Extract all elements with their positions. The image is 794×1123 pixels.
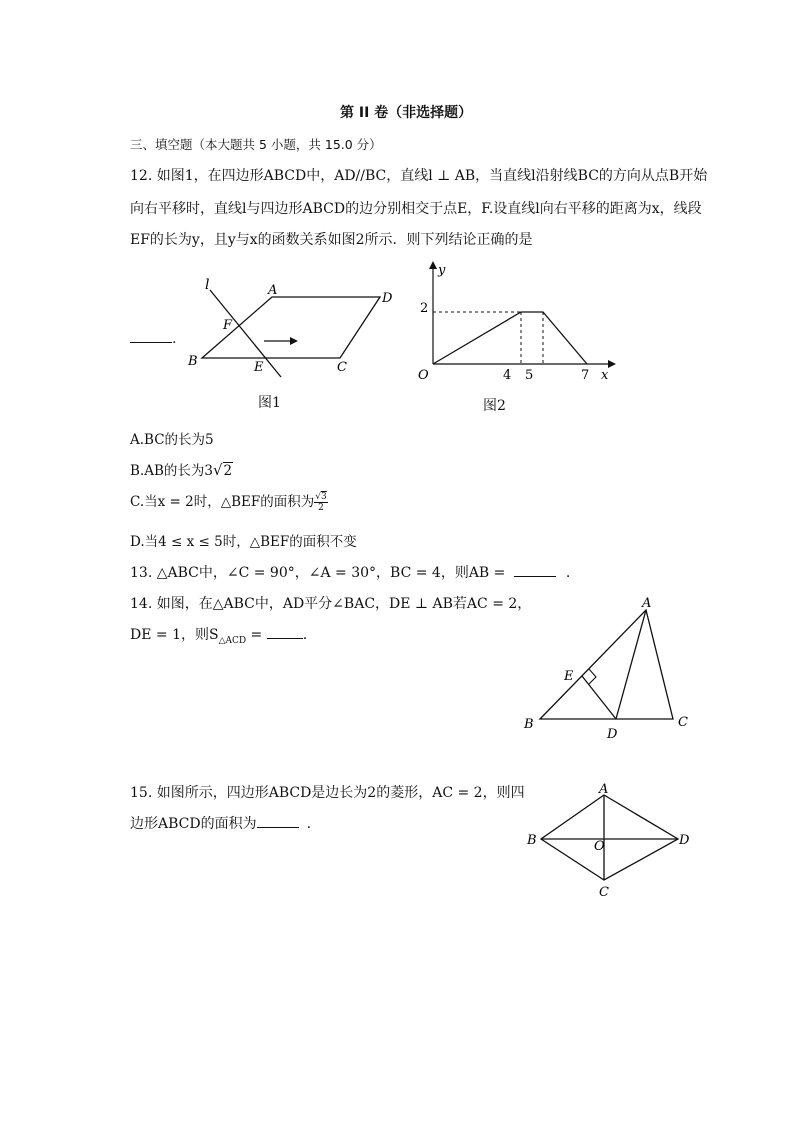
fraction-sqrt3-over-2: $\frac{√3}{2}$ <box>315 492 327 513</box>
label-d: D <box>679 833 690 848</box>
q12-figure-1 <box>180 272 410 412</box>
right-angle-mark-icon <box>589 669 596 684</box>
label-d: D <box>607 727 618 740</box>
function-graph-line <box>433 312 587 364</box>
q12-line-3: EF的长为y，且y与x的函数关系如图2所示．则下列结论正确的是 <box>130 232 533 248</box>
label-e: E <box>564 669 574 684</box>
label-a: A <box>268 283 278 298</box>
segment-de <box>582 676 616 719</box>
q15-figure <box>522 778 697 900</box>
q12-line-2: 向右平移时，直线l与四边形ABCD的边分别相交于点E，F.设直线l向右平移的距离为x，线段 <box>130 201 702 217</box>
page-title: 第 II 卷（非选择题） <box>340 105 473 121</box>
sqrt-sign-icon: √ <box>212 461 223 479</box>
section-heading: 三、填空题（本大题共 5 小题，共 15.0 分） <box>130 137 382 152</box>
label-b: B <box>527 833 537 848</box>
label-d: D <box>382 291 393 306</box>
q12-option-d[interactable]: D.当4 ≤ x ≤ 5时，△BEF的面积不变 <box>130 534 357 550</box>
tick-x-7: 7 <box>581 368 590 383</box>
label-c: C <box>678 715 688 730</box>
label-b: B <box>524 717 534 732</box>
q12-option-a[interactable]: A.BC的长为5 <box>130 432 214 448</box>
tick-y-2: 2 <box>420 301 429 316</box>
q12-figure-1-caption: 图1 <box>258 395 281 411</box>
label-e: E <box>254 360 264 375</box>
q14-figure <box>518 590 698 740</box>
tick-x-5: 5 <box>525 368 534 383</box>
label-a: A <box>642 596 652 611</box>
q12-option-c[interactable]: C.当x = 2时，△BEF的面积为 $\frac{√3}{2}$ <box>130 492 327 513</box>
label-c: C <box>337 360 347 375</box>
label-b: B <box>188 354 198 369</box>
q14-line-1: 14. 如图，在△ABC中，AD平分∠BAC，DE ⊥ AB若AC = 2， <box>130 596 532 612</box>
q12-figure-2 <box>410 255 620 390</box>
q12-option-b[interactable]: B.AB的长为3√2 <box>130 461 233 479</box>
triangle-abc <box>540 610 673 719</box>
origin-label: O <box>418 368 429 383</box>
graph-layer <box>433 312 587 364</box>
q15-answer-blank[interactable] <box>257 813 299 828</box>
q15-line-1: 15. 如图所示，四边形ABCD是边长为2的菱形，AC = 2，则四 <box>130 785 525 801</box>
q12-line-1: 12. 如图1，在四边形ABCD中，AD//BC，直线l ⊥ AB，当直线l沿射线BC的方向从点B开始 <box>130 168 708 184</box>
q13-answer-blank[interactable] <box>514 562 556 577</box>
tick-x-4: 4 <box>503 368 512 383</box>
q12-answer-blank[interactable]: . <box>130 328 176 347</box>
label-f: F <box>223 318 233 333</box>
label-l: l <box>205 277 210 293</box>
axis-label-x: x <box>601 368 609 383</box>
label-a: A <box>599 782 609 797</box>
rhombus-abcd <box>541 795 678 880</box>
q14-line-2: DE = 1，则$S_{\triangle ACD}$ = . <box>130 624 307 646</box>
label-o: O <box>594 839 605 854</box>
y-axis-arrow-icon <box>429 261 437 269</box>
q12-figure-2-caption: 图2 <box>483 398 506 414</box>
line-l <box>210 290 281 377</box>
q13-line: 13. △ABC中，∠C = 90°，∠A = 30°，BC = 4，则AB = . <box>130 562 570 582</box>
arrow-right-icon <box>290 337 298 345</box>
x-axis-arrow-icon <box>608 360 616 368</box>
label-c: C <box>599 885 609 900</box>
axis-label-y: y <box>438 263 446 278</box>
q14-answer-blank[interactable] <box>267 624 303 639</box>
q15-line-2: 边形ABCD的面积为 . <box>130 813 311 833</box>
